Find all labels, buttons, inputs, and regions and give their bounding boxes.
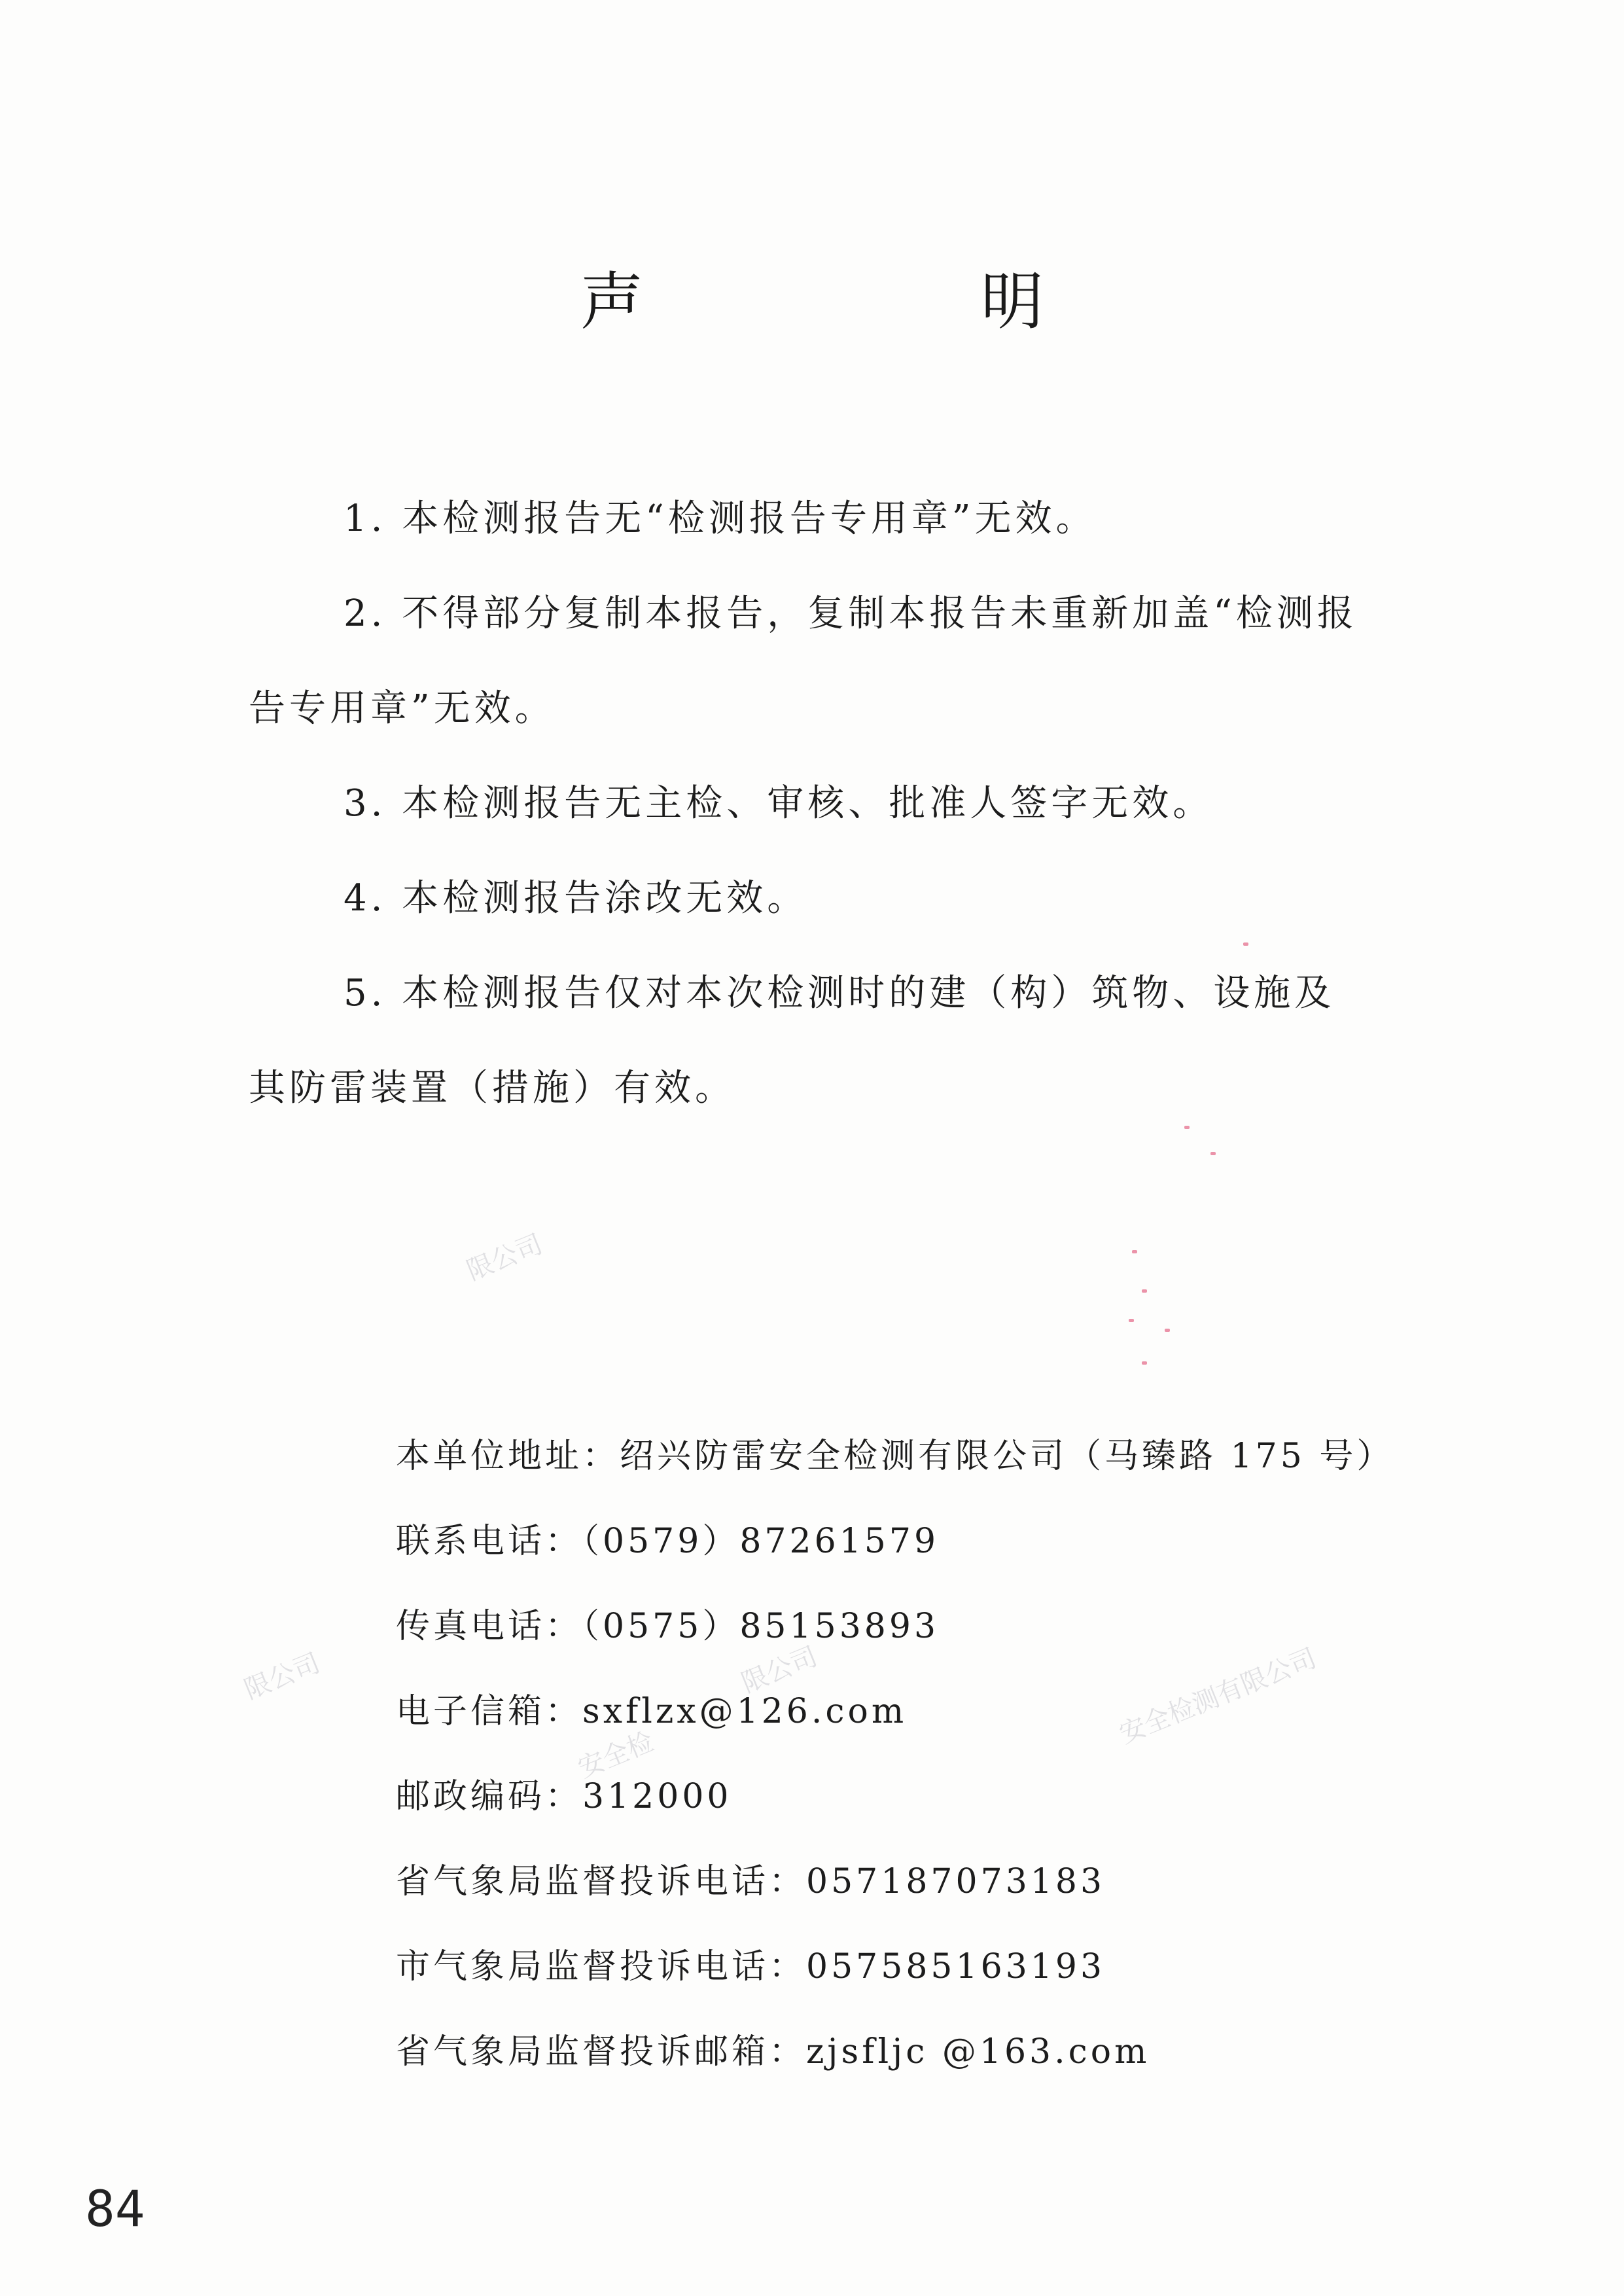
red-speck — [1243, 942, 1248, 946]
postcode-value: 312000 — [582, 1777, 732, 1816]
red-speck — [1210, 1152, 1216, 1155]
statement-item-2: 2. 不得部分复制本报告，复制本报告未重新加盖“检测报告专用章”无效。 — [249, 592, 1358, 730]
address-line — [396, 1414, 1443, 1499]
red-speck — [1165, 1329, 1170, 1332]
stamp-fragment-2: 限公司 — [463, 1229, 547, 1287]
stamp-fragment-3: 限公司 — [737, 1641, 822, 1699]
red-speck — [1132, 1250, 1137, 1253]
page-number: 84 — [85, 2179, 145, 2238]
address-value: 绍兴防雷安全检测有限公司（马臻路 175 号） — [620, 1437, 1394, 1476]
prov-email-value: zjsfljc @163.com — [806, 2032, 1150, 2072]
email-label: 电子信箱： — [396, 1692, 583, 1731]
city-phone-value: 057585163193 — [806, 1947, 1106, 1986]
phone-label: 联系电话： — [396, 1522, 583, 1561]
statement-item-5: 5. 本检测报告仅对本次检测时的建（构）筑物、设施及其防雷装置（措施）有效。 — [249, 972, 1335, 1109]
statement-item-4: 4. 本检测报告涂改无效。 — [344, 877, 808, 920]
stamp-fragment-1: 限公司 — [240, 1647, 325, 1706]
email-value: sxflzx@126.com — [582, 1692, 908, 1731]
email-line — [396, 1669, 1443, 1754]
fax-value: （0575）85153893 — [582, 1607, 940, 1646]
red-speck — [1129, 1319, 1134, 1322]
red-speck — [1184, 1126, 1190, 1129]
postcode-label: 邮政编码： — [396, 1777, 583, 1816]
red-speck — [1142, 1289, 1147, 1293]
prov-phone-value: 057187073183 — [806, 1862, 1106, 1901]
stamp-fragment-4: 安全检测有限公司 — [1115, 1643, 1321, 1750]
page-title: 声 明 — [580, 265, 1181, 338]
stamp-fragment-5: 安全检 — [574, 1726, 658, 1784]
red-speck — [1142, 1361, 1147, 1365]
statement-item-3: 3. 本检测报告无主检、审核、批准人签字无效。 — [344, 782, 1214, 825]
fax-label: 传真电话： — [396, 1607, 583, 1646]
city-phone-line — [396, 1924, 1443, 2009]
city-phone-label: 市气象局监督投诉电话： — [396, 1947, 807, 1986]
statement-item-1: 1. 本检测报告无“检测报告专用章”无效。 — [344, 497, 1097, 540]
address-label: 本单位地址： — [396, 1437, 620, 1476]
prov-email-label: 省气象局监督投诉邮箱： — [396, 2032, 807, 2072]
contact-block — [396, 1414, 1443, 2094]
prov-phone-line — [396, 1839, 1443, 1924]
postcode-line — [396, 1754, 1443, 1839]
phone-line — [396, 1499, 1443, 1584]
prov-email-line — [396, 2009, 1443, 2094]
statement-list — [249, 471, 1374, 1136]
phone-value: （0579）87261579 — [582, 1522, 940, 1561]
prov-phone-label: 省气象局监督投诉电话： — [396, 1862, 807, 1901]
fax-line — [396, 1584, 1443, 1669]
